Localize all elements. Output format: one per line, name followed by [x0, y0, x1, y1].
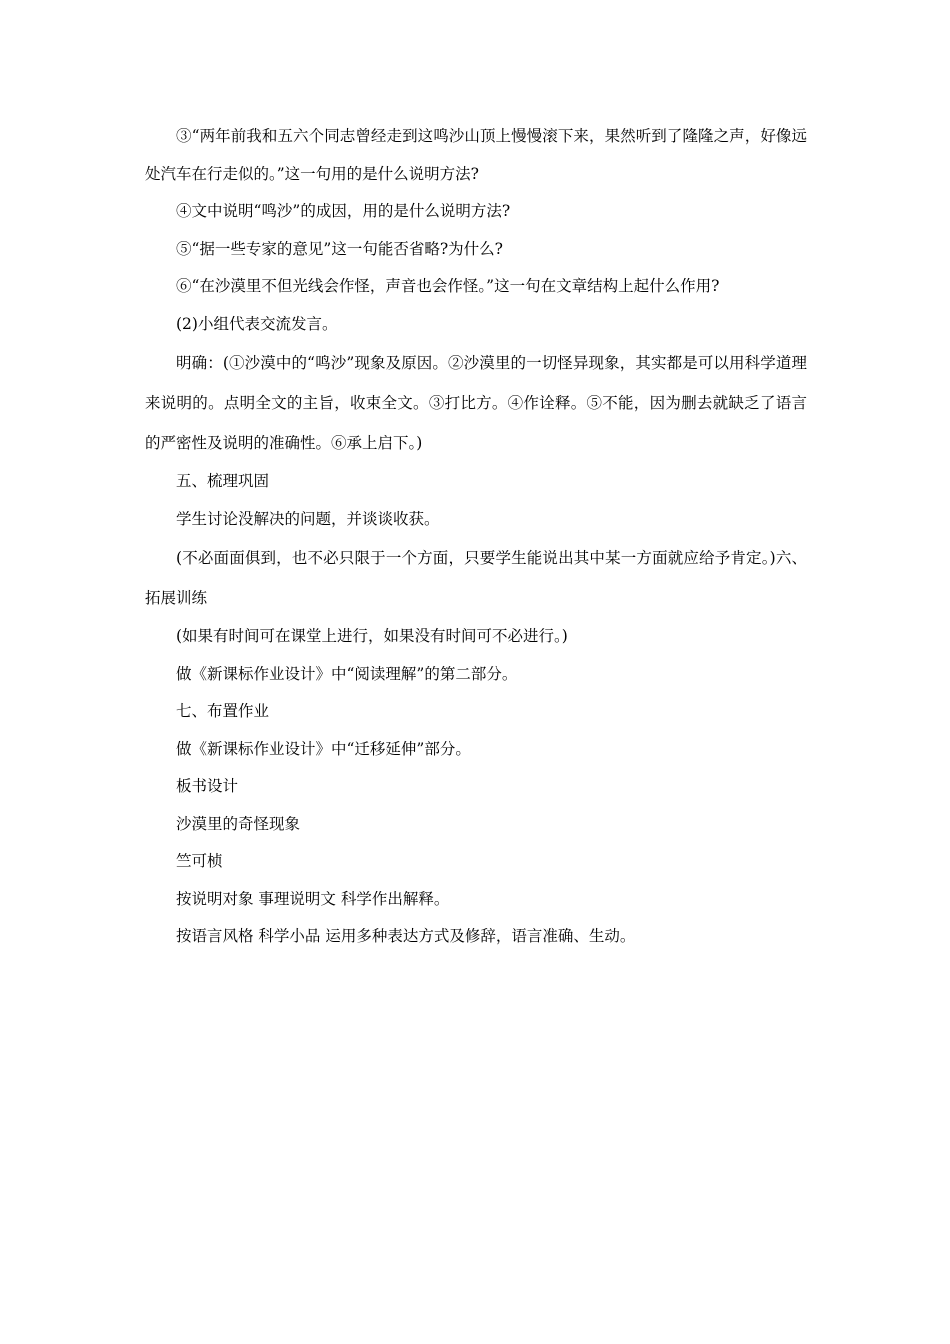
board-title: 沙漠里的奇怪现象: [176, 814, 301, 833]
step-group-report: (2)小组代表交流发言。: [176, 314, 338, 333]
section-5-heading: 五、梳理巩固: [176, 472, 270, 490]
extension-note: (如果有时间可在课堂上进行，如果没有时间可不必进行。): [176, 627, 568, 645]
section-7-heading: 七、布置作业: [176, 702, 270, 720]
board-line-1: 按说明对象 事理说明文 科学作出解释。: [176, 889, 450, 908]
reading-exercise: 做《新课标作业设计》中“阅读理解”的第二部分。: [176, 664, 518, 683]
document-body: [145, 118, 807, 956]
question-3: ③“两年前我和五六个同志曾经走到这鸣沙山顶上慢慢滚下来，果然听到了隆隆之声，好像远处汽车在行走似的。”这一句用的是什么说明方法?: [145, 127, 807, 183]
discussion-paragraph: 学生讨论没解决的问题，并谈谈收获。: [176, 509, 440, 528]
question-5: ⑤“据一些专家的意见”这一句能否省略?为什么?: [176, 239, 503, 258]
question-4: ④文中说明“鸣沙”的成因，用的是什么说明方法?: [176, 202, 511, 220]
homework-paragraph: 做《新课标作业设计》中“迁移延伸”部分。: [176, 739, 471, 758]
section-6-paragraph: (不必面面俱到，也不必只限于一个方面，只要学生能说出其中某一方面就应给予肯定。)六、拓展训练: [145, 549, 807, 607]
question-6: ⑥“在沙漠里不但光线会作怪，声音也会作怪。”这一句在文章结构上起什么作用?: [176, 277, 720, 295]
board-line-2: 按语言风格 科学小品 运用多种表达方式及修辞，语言准确、生动。: [176, 927, 636, 945]
board-author: 竺可桢: [176, 852, 223, 870]
board-design-heading: 板书设计: [176, 777, 239, 795]
answers-paragraph: 明确：(①沙漠中的“鸣沙”现象及原因。②沙漠里的一切怪异现象，其实都是可以用科学道理来说明的。点明全文的主旨，收束全文。③打比方。④作诠释。⑤不能，因为删去就缺乏了语言的严密性及说明的准确性。⑥承上启下。): [145, 354, 807, 452]
